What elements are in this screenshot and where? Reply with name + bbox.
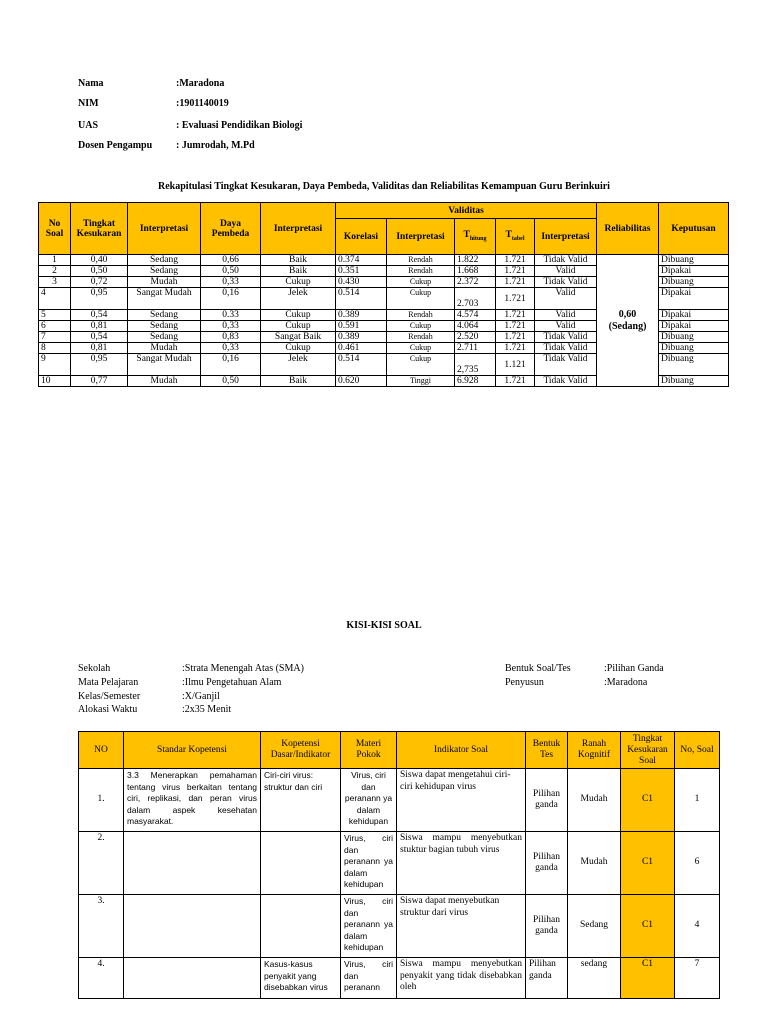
kisi-cell-is: Siswa mampu menyebutkan stuktur bagian tubuh virus xyxy=(397,832,526,895)
kisi-cell-rk: Mudah xyxy=(568,832,621,895)
cell-i4: Tidak Valid xyxy=(535,343,597,354)
kisi-cell-rk: sedang xyxy=(568,958,621,999)
cell-i3: Cukup xyxy=(387,288,455,310)
kisi-header-kd: Kopetensi Dasar/Indikator xyxy=(261,732,341,769)
cell-i2: Jelek xyxy=(261,288,336,310)
cell-tt: 1.721 xyxy=(496,255,535,266)
cell-kep: Dibuang xyxy=(659,376,729,387)
info-value: : Jumrodah, M.Pd xyxy=(176,140,255,151)
cell-tk: 0,95 xyxy=(71,354,128,376)
cell-tt: 1.721 xyxy=(496,376,535,387)
header-keputusan: Keputusan xyxy=(659,203,729,255)
cell-tk: 0,81 xyxy=(71,321,128,332)
cell-i3: Cukup xyxy=(387,277,455,288)
kisi-cell-rk: Sedang xyxy=(568,895,621,958)
cell-kor: 0.591 xyxy=(336,321,387,332)
cell-i1: Sangat Mudah xyxy=(128,288,201,310)
cell-kep: Dibuang xyxy=(659,332,729,343)
header-ttabel xyxy=(496,219,535,255)
header-validitas: Validitas xyxy=(336,203,597,219)
header-interpretasi: Interpretasi xyxy=(261,203,336,255)
kisi-cell-no: 4. xyxy=(79,958,124,999)
kisi-header-rk: Ranah Kognitif xyxy=(568,732,621,769)
meta-value: :Strata Menengah Atas (SMA) xyxy=(182,663,304,674)
cell-th: 6.928 xyxy=(455,376,496,387)
table-row xyxy=(79,895,720,958)
kisi-cell-no: 3. xyxy=(79,895,124,958)
cell-i3: Rendah xyxy=(387,255,455,266)
cell-i4: Tidak Valid xyxy=(535,332,597,343)
info-value: :Maradona xyxy=(176,78,225,89)
kisi-cell-mp: Virus, ciri dan peranann ya dalam kehidupan xyxy=(341,895,397,958)
kisi-cell-ns: 4 xyxy=(675,895,720,958)
cell-dp: 0,16 xyxy=(201,288,261,310)
meta-value: :Maradona xyxy=(604,677,648,688)
kisi-cell-kd xyxy=(261,895,341,958)
kisi-cell-tk: C1 xyxy=(621,895,675,958)
cell-th: 2.703 xyxy=(455,288,496,310)
meta-key: Sekolah xyxy=(78,663,111,674)
cell-i2: Cukup xyxy=(261,277,336,288)
kisi-cell-bt: Pilihan ganda xyxy=(526,832,568,895)
kisi-cell-tk: C1 xyxy=(621,832,675,895)
meta-key: Mata Pelajaran xyxy=(78,677,139,688)
cell-dp: 0,33 xyxy=(201,321,261,332)
kisi-cell-rk: Mudah xyxy=(568,769,621,832)
kisi-cell-tk: C1 xyxy=(621,958,675,999)
cell-kor: 0.514 xyxy=(336,354,387,376)
kisi-cell-mp: Virus, ciri dan peranann ya dalam kehidupan xyxy=(341,832,397,895)
header-thitung xyxy=(455,219,496,255)
cell-kep: Dibuang xyxy=(659,343,729,354)
cell-no: 8 xyxy=(39,343,71,354)
cell-kor: 0.389 xyxy=(336,310,387,321)
header-korelasi: Korelasi xyxy=(336,219,387,255)
cell-kep: Dibuang xyxy=(659,255,729,266)
header-ttabel-label: T xyxy=(505,229,512,240)
cell-i2: Jelek xyxy=(261,354,336,376)
cell-kor: 0.514 xyxy=(336,288,387,310)
cell-dp: 0,66 xyxy=(201,255,261,266)
kisi-title: KISI-KISI SOAL xyxy=(346,620,422,631)
header-reliabilitas: Reliabilitas xyxy=(597,203,659,255)
cell-i4: Tidak Valid xyxy=(535,376,597,387)
cell-kor: 0.620 xyxy=(336,376,387,387)
cell-kep: Dibuang xyxy=(659,354,729,376)
reliability-value: 0,60 xyxy=(618,308,637,320)
cell-kep: Dipakai xyxy=(659,310,729,321)
cell-i1: Sedang xyxy=(128,321,201,332)
cell-i4: Tidak Valid xyxy=(535,354,597,376)
cell-kep: Dipakai xyxy=(659,266,729,277)
info-value: : Evaluasi Pendidikan Biologi xyxy=(176,120,303,131)
cell-dp: 0,83 xyxy=(201,332,261,343)
meta-value: :2x35 Menit xyxy=(182,704,232,715)
cell-i1: Mudah xyxy=(128,277,201,288)
table-row xyxy=(79,769,720,832)
header-interpretasi: Interpretasi xyxy=(535,219,597,255)
cell-th: 2.372 xyxy=(455,277,496,288)
cell-tk: 0,77 xyxy=(71,376,128,387)
cell-i2: Cukup xyxy=(261,310,336,321)
cell-i4: Valid xyxy=(535,310,597,321)
header-ttabel-sub: tabel xyxy=(511,235,525,242)
cell-tt: 1.721 xyxy=(496,277,535,288)
cell-tt: 1.721 xyxy=(496,310,535,321)
recap-table xyxy=(38,202,729,387)
cell-kep: Dipakai xyxy=(659,288,729,310)
cell-tk: 0,54 xyxy=(71,332,128,343)
header-interpretasi: Interpretasi xyxy=(128,203,201,255)
kisi-cell-kd: Kasus-kasus penyakit yang disebabkan virus xyxy=(261,958,341,999)
cell-i1: Sedang xyxy=(128,266,201,277)
meta-value: :Pilihan Ganda xyxy=(604,663,664,674)
cell-i3: Cukup xyxy=(387,321,455,332)
cell-tt: 1.721 xyxy=(496,288,535,310)
kisi-cell-no: 2. xyxy=(79,832,124,895)
meta-key: Bentuk Soal/Tes xyxy=(505,663,571,674)
cell-i3: Cukup xyxy=(387,343,455,354)
cell-no: 10 xyxy=(39,376,71,387)
kisi-header-is: Indikator Soal xyxy=(397,732,526,769)
cell-tk: 0,81 xyxy=(71,343,128,354)
header-thitung-sub: hitung xyxy=(469,235,487,242)
cell-kep: Dipakai xyxy=(659,321,729,332)
cell-no: 3 xyxy=(39,277,71,288)
header-daya: Daya Pembeda xyxy=(201,203,261,255)
cell-dp: 0,50 xyxy=(201,266,261,277)
header-thitung-label: T xyxy=(463,229,470,240)
table-row xyxy=(79,832,720,895)
kisi-cell-kd: Ciri-ciri virus: struktur dan ciri xyxy=(261,769,341,832)
kisi-header-bt: Bentuk Tes xyxy=(526,732,568,769)
kisi-cell-bt: Pilihan ganda xyxy=(526,895,568,958)
info-value: :1901140019 xyxy=(176,98,229,109)
cell-tk: 0,54 xyxy=(71,310,128,321)
kisi-header-ns: No, Soal xyxy=(675,732,720,769)
cell-i4: Valid xyxy=(535,266,597,277)
kisi-cell-bt: Pilihan ganda xyxy=(526,958,568,999)
cell-no: 9 xyxy=(39,354,71,376)
cell-tt: 1.721 xyxy=(496,332,535,343)
cell-kor: 0.374 xyxy=(336,255,387,266)
cell-i1: Sedang xyxy=(128,255,201,266)
cell-dp: 0,33 xyxy=(201,277,261,288)
info-key: UAS xyxy=(78,120,99,131)
cell-i2: Baik xyxy=(261,266,336,277)
kisi-cell-is: Siswa mampu menyebutkan penyakit yang tidak disebabkan oleh xyxy=(397,958,526,999)
kisi-cell-mp: Virus, ciri dan peranann xyxy=(341,958,397,999)
cell-i4: Tidak Valid xyxy=(535,277,597,288)
kisi-header-mp: Materi Pokok xyxy=(341,732,397,769)
cell-tk: 0,72 xyxy=(71,277,128,288)
cell-i3: Tinggi xyxy=(387,376,455,387)
kisi-table xyxy=(78,731,720,999)
cell-tk: 0,95 xyxy=(71,288,128,310)
reliability-cell xyxy=(597,255,659,387)
cell-i4: Valid xyxy=(535,321,597,332)
cell-tt: 1.721 xyxy=(496,266,535,277)
cell-i2: Baik xyxy=(261,376,336,387)
meta-value: :Ilmu Pengetahuan Alam xyxy=(182,677,282,688)
cell-th: 4.064 xyxy=(455,321,496,332)
kisi-header-no: NO xyxy=(79,732,124,769)
cell-tt: 1.721 xyxy=(496,343,535,354)
kisi-cell-is: Siswa dapat menyebutkan struktur dari virus xyxy=(397,895,526,958)
cell-tk: 0,50 xyxy=(71,266,128,277)
cell-th: 2.711 xyxy=(455,343,496,354)
cell-i2: Cukup xyxy=(261,321,336,332)
cell-kor: 0.461 xyxy=(336,343,387,354)
cell-th: 2.520 xyxy=(455,332,496,343)
cell-no: 7 xyxy=(39,332,71,343)
kisi-cell-mp: Virus, ciri dan peranann ya dalam kehidupan xyxy=(341,769,397,832)
kisi-cell-sk xyxy=(124,958,261,999)
meta-key: Alokasi Waktu xyxy=(78,704,138,715)
kisi-cell-sk xyxy=(124,895,261,958)
cell-i3: Rendah xyxy=(387,266,455,277)
kisi-cell-ns: 1 xyxy=(675,769,720,832)
info-key: Dosen Pengampu xyxy=(78,140,153,151)
cell-tt: 1.721 xyxy=(496,321,535,332)
kisi-header-tk: Tingkat Kesukaran Soal xyxy=(621,732,675,769)
cell-i1: Mudah xyxy=(128,376,201,387)
cell-i3: Rendah xyxy=(387,332,455,343)
kisi-cell-tk: C1 xyxy=(621,769,675,832)
info-key: NIM xyxy=(78,98,99,109)
meta-key: Penyusun xyxy=(505,677,544,688)
cell-i1: Sedang xyxy=(128,310,201,321)
kisi-cell-bt: Pilihan ganda xyxy=(526,769,568,832)
cell-no: 4 xyxy=(39,288,71,310)
cell-dp: 0,16 xyxy=(201,354,261,376)
cell-i1: Mudah xyxy=(128,343,201,354)
header-no: No Soal xyxy=(39,203,71,255)
kisi-cell-ns: 7 xyxy=(675,958,720,999)
cell-kor: 0.430 xyxy=(336,277,387,288)
cell-i4: Valid xyxy=(535,288,597,310)
cell-i4: Tidak Valid xyxy=(535,255,597,266)
info-key: Nama xyxy=(78,78,104,89)
cell-i3: Rendah xyxy=(387,310,455,321)
reliability-label: (Sedang) xyxy=(608,320,647,332)
cell-th: 2,735 xyxy=(455,354,496,376)
cell-i3: Cukup xyxy=(387,354,455,376)
meta-value: :X/Ganjil xyxy=(182,691,220,702)
recap-table-title: Rekapitulasi Tingkat Kesukaran, Daya Pembeda, Validitas dan Reliabilitas Kemampuan Guru Berinkuiri xyxy=(158,181,610,192)
cell-i1: Sangat Mudah xyxy=(128,354,201,376)
kisi-cell-sk xyxy=(124,832,261,895)
kisi-cell-sk: 3.3 Menerapkan pemahaman tentang virus berkaitan tentang ciri, replikasi, dan peran virus dalam aspek kesehatan masyarakat. xyxy=(124,769,261,832)
table-row xyxy=(79,958,720,999)
cell-th: 1.668 xyxy=(455,266,496,277)
cell-no: 1 xyxy=(39,255,71,266)
cell-i2: Cukup xyxy=(261,343,336,354)
cell-kor: 0.389 xyxy=(336,332,387,343)
cell-dp: 0.33 xyxy=(201,310,261,321)
cell-i2: Baik xyxy=(261,255,336,266)
cell-tt: 1.121 xyxy=(496,354,535,376)
kisi-header-sk: Standar Kopetensi xyxy=(124,732,261,769)
kisi-cell-is: Siswa dapat mengetahui ciri-ciri kehidupan virus xyxy=(397,769,526,832)
kisi-cell-no: 1. xyxy=(79,769,124,832)
header-tingkat: Tingkat Kesukaran xyxy=(71,203,128,255)
cell-th: 4.574 xyxy=(455,310,496,321)
cell-dp: 0,50 xyxy=(201,376,261,387)
kisi-cell-ns: 6 xyxy=(675,832,720,895)
header-interpretasi: Interpretasi xyxy=(387,219,455,255)
cell-no: 2 xyxy=(39,266,71,277)
meta-key: Kelas/Semester xyxy=(78,691,141,702)
cell-i2: Sangat Baik xyxy=(261,332,336,343)
cell-tk: 0,40 xyxy=(71,255,128,266)
cell-th: 1.822 xyxy=(455,255,496,266)
kisi-cell-kd xyxy=(261,832,341,895)
cell-no: 6 xyxy=(39,321,71,332)
cell-dp: 0,33 xyxy=(201,343,261,354)
cell-kor: 0.351 xyxy=(336,266,387,277)
cell-i1: Sedang xyxy=(128,332,201,343)
cell-no: 5 xyxy=(39,310,71,321)
cell-kep: Dibuang xyxy=(659,277,729,288)
table-row xyxy=(39,255,729,266)
